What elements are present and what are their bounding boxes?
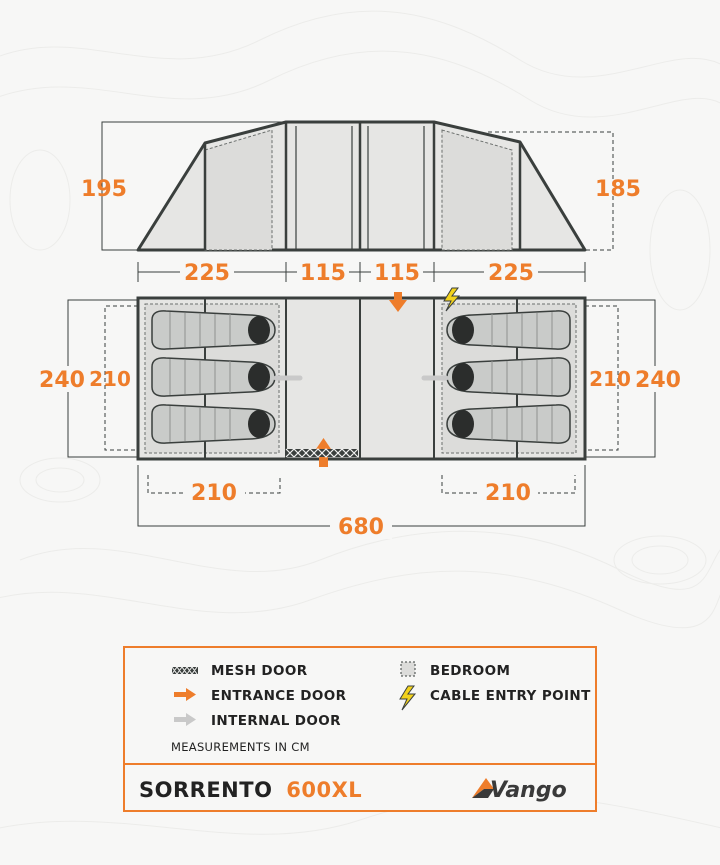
sleeping-bags-left [152, 311, 275, 443]
total-length-label: 680 [338, 515, 384, 540]
depth-outer-right-label: 240 [635, 368, 681, 393]
model-number: 600XL [286, 778, 363, 802]
sleeping-bag [152, 311, 275, 349]
legend-units-note: MEASUREMENTS IN CM [171, 740, 310, 754]
section-label-2: 115 [300, 261, 346, 286]
bedroom-width-right-label: 210 [485, 481, 531, 506]
legend-entrance-door: ENTRANCE DOOR [211, 688, 347, 704]
floor-plan [38, 288, 688, 540]
depth-outer-left-label: 240 [39, 368, 85, 393]
legend-cable-entry: CABLE ENTRY POINT [430, 688, 591, 704]
sleeping-bag [152, 405, 275, 443]
bedroom-width-left-label: 210 [191, 481, 237, 506]
mesh-door [286, 449, 358, 457]
section-label-4: 225 [488, 261, 534, 286]
sleeping-bag [152, 358, 275, 396]
legend-internal-door: INTERNAL DOOR [211, 713, 341, 729]
depth-inner-right-label: 210 [589, 367, 631, 391]
left-bedroom-panel [205, 130, 272, 250]
bedroom-icon [401, 662, 415, 676]
sleeping-bag [447, 311, 570, 349]
sleeping-bag [447, 405, 570, 443]
legend-bedroom: BEDROOM [430, 663, 511, 679]
depth-inner-left-label: 210 [89, 367, 131, 391]
section-label-3: 115 [374, 261, 420, 286]
right-bedroom-panel [442, 130, 512, 250]
legend-box [124, 647, 596, 811]
legend-mesh-door: MESH DOOR [211, 663, 308, 679]
model-name-text: SORRENTO [139, 778, 273, 802]
model-name [139, 778, 362, 802]
left-height-label: 195 [81, 177, 127, 202]
mesh-door-icon [172, 667, 198, 674]
elevation-view [81, 122, 641, 286]
sleeping-bag [447, 358, 570, 396]
sleeping-bags-right [447, 311, 570, 443]
right-height-label: 185 [595, 177, 641, 202]
brand-name: Vango [490, 778, 567, 803]
section-label-1: 225 [184, 261, 230, 286]
